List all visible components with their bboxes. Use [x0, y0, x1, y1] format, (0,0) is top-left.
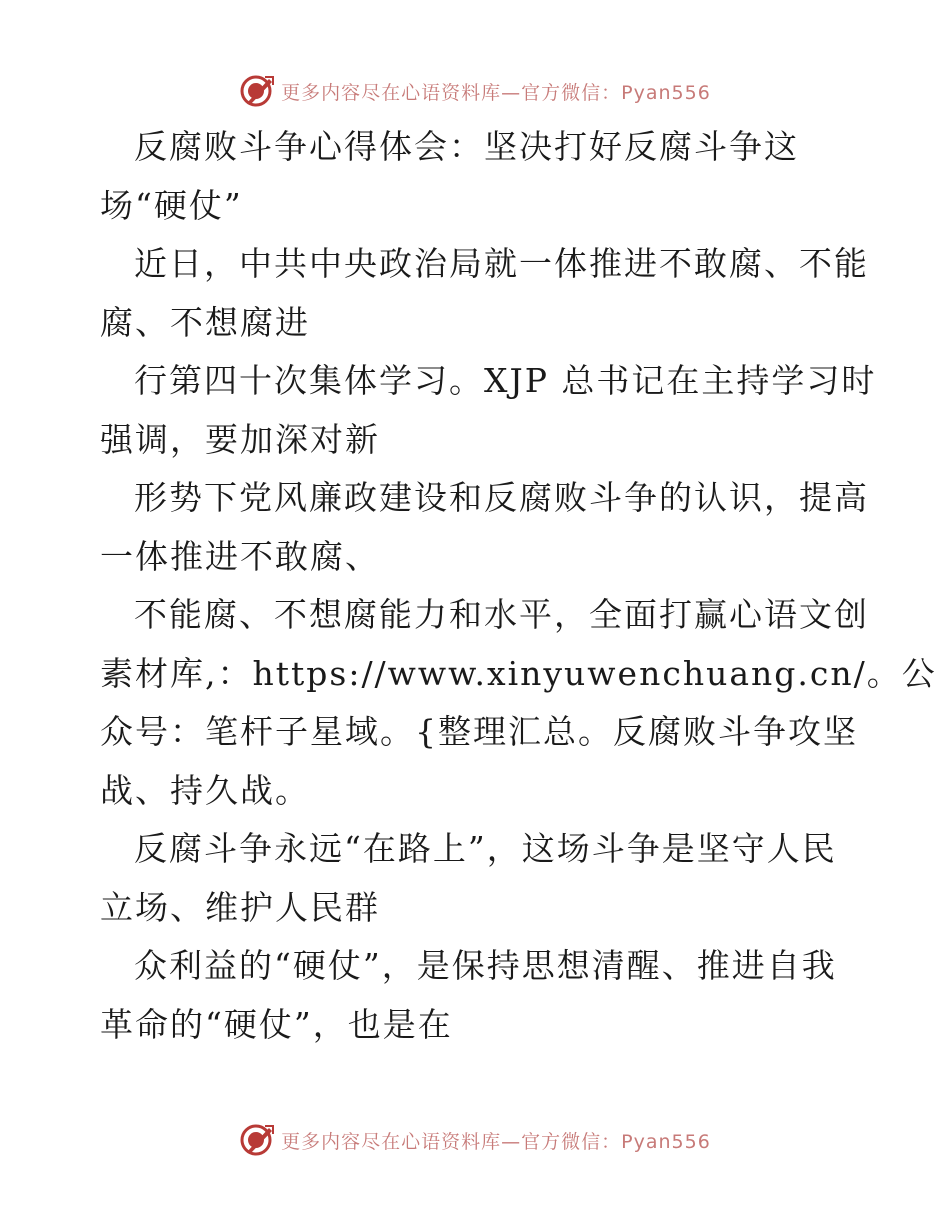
- paragraph-line: 革命的“硬仗”，也是在: [100, 1004, 453, 1044]
- paragraph-line: 战、持久战。: [100, 770, 310, 810]
- paragraph-line: 众号：笔杆子星域。{整理汇总。反腐败斗争攻坚: [100, 712, 858, 751]
- paragraph-line: 立场、维护人民群: [100, 887, 380, 927]
- paragraph-line: 强调，要加深对新: [100, 419, 380, 459]
- paragraph-line: 形势下党风廉政建设和反腐败斗争的认识，提高: [134, 478, 869, 517]
- header-banner: [0, 71, 950, 111]
- footer-banner: [0, 1120, 950, 1160]
- paragraph-line: 众利益的“硬仗”，是保持思想清醒、推进自我: [134, 946, 837, 985]
- footer-banner-text: 更多内容尽在心语资料库—官方微信：Pyan556: [281, 1130, 711, 1153]
- paragraph-line: 不能腐、不想腐能力和水平，全面打赢心语文创: [134, 595, 869, 634]
- paragraph-line: 近日，中共中央政治局就一体推进不敢腐、不能: [134, 244, 869, 283]
- title-line-2: 场“硬仗”: [100, 185, 243, 225]
- red-quill-seal-icon: [239, 73, 275, 109]
- paragraph-line: 行第四十次集体学习。XJP 总书记在主持学习时: [134, 361, 877, 400]
- title-line-1: 反腐败斗争心得体会：坚决打好反腐斗争这: [134, 127, 799, 166]
- paragraph-line: 腐、不想腐进: [100, 302, 310, 342]
- paragraph-line: 反腐斗争永远“在路上”，这场斗争是坚守人民: [134, 829, 837, 868]
- red-quill-seal-icon: [239, 1122, 275, 1158]
- document-body: [100, 118, 937, 1054]
- paragraph-line: 一体推进不敢腐、: [100, 536, 380, 576]
- header-banner-text: 更多内容尽在心语资料库—官方微信：Pyan556: [281, 81, 711, 104]
- paragraph-line: 素材库,：https://www.xinyuwenchuang.cn/。公: [100, 653, 937, 693]
